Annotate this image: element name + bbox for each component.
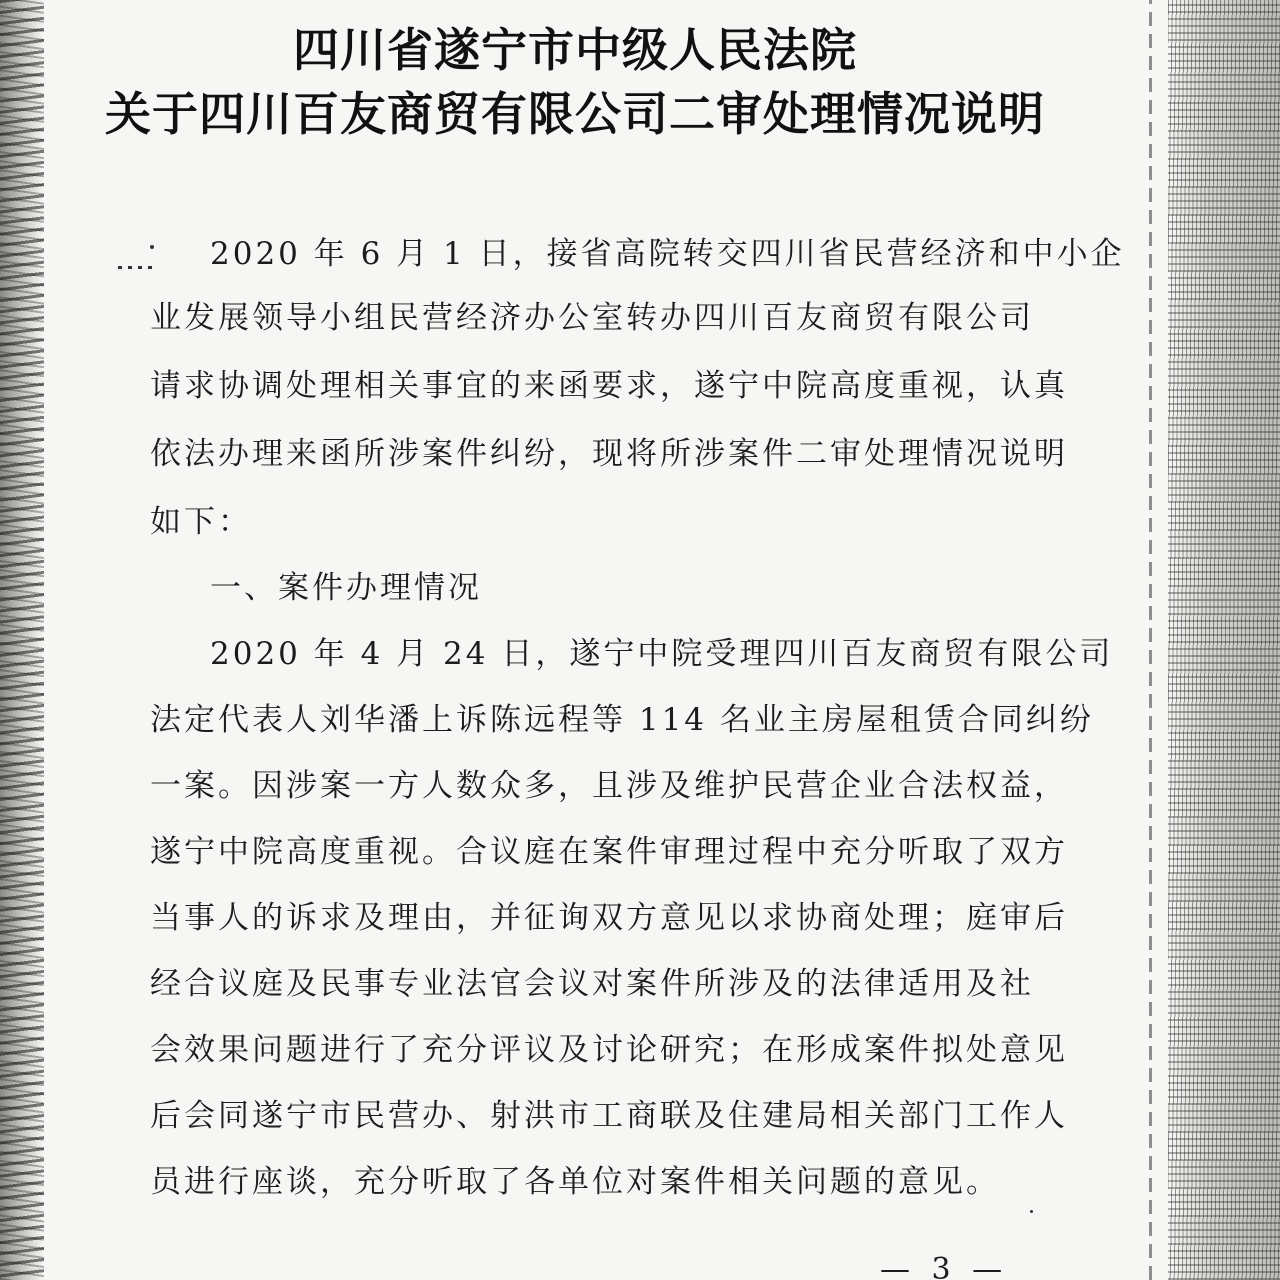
- paragraph-2-line-6: 经合议庭及民事专业法官会议对案件所涉及的法律适用及社: [150, 966, 1034, 1002]
- paragraph-1-line-4: 依法办理来函所涉案件纠纷，现将所涉案件二审处理情况说明: [150, 436, 1068, 472]
- paragraph-1-line-5: 如下：: [150, 504, 252, 540]
- scan-edge-right: [1168, 0, 1280, 1280]
- paragraph-1-line-1: 2020 年 6 月 1 日，接省高院转交四川省民营经济和中小企: [210, 236, 1125, 272]
- paragraph-2-line-8: 后会同遂宁市民营办、射洪市工商联及住建局相关部门工作人: [150, 1098, 1068, 1134]
- paragraph-2-line-9: 员进行座谈，充分听取了各单位对案件相关问题的意见。: [150, 1164, 1000, 1200]
- paragraph-1-line-3: 请求协调处理相关事宜的来函要求，遂宁中院高度重视，认真: [150, 368, 1068, 404]
- page-number: — 3 —: [880, 1252, 1009, 1280]
- paragraph-2-line-5: 当事人的诉求及理由，并征询双方意见以求协商处理；庭审后: [150, 900, 1068, 936]
- paragraph-2-line-1: 2020 年 4 月 24 日，遂宁中院受理四川百友商贸有限公司: [210, 636, 1114, 672]
- scan-dash-mark: [118, 266, 158, 269]
- scan-speck: [1030, 1210, 1033, 1213]
- scan-edge-left: [0, 0, 44, 1280]
- paragraph-1-line-2: 业发展领导小组民营经济办公室转办四川百友商贸有限公司: [150, 300, 1034, 336]
- document-title-line-1: 四川省遂宁市中级人民法院: [293, 23, 857, 77]
- paragraph-2-line-3: 一案。因涉案一方人数众多，且涉及维护民营企业合法权益，: [150, 768, 1068, 804]
- paragraph-2-line-2: 法定代表人刘华潘上诉陈远程等 114 名业主房屋租赁合同纠纷: [150, 702, 1094, 738]
- document-title-line-2: 关于四川百友商贸有限公司二审处理情况说明: [105, 87, 1045, 141]
- scan-fold-line: [1149, 0, 1152, 1280]
- paragraph-2-line-7: 会效果问题进行了充分评议及讨论研究；在形成案件拟处意见: [150, 1032, 1068, 1068]
- scan-speck: [150, 245, 154, 249]
- paragraph-2-line-4: 遂宁中院高度重视。合议庭在案件审理过程中充分听取了双方: [150, 834, 1068, 870]
- section-heading: 一、案件办理情况: [210, 570, 482, 606]
